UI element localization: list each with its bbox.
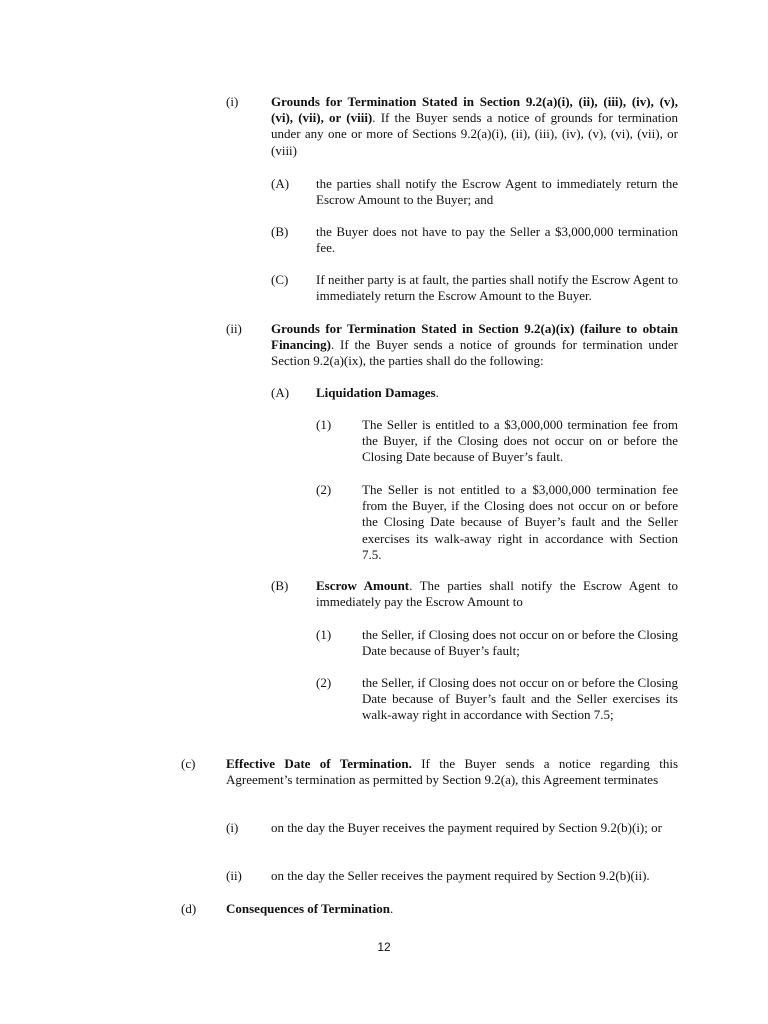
clause-number: (ii): [226, 868, 242, 883]
clause-text: If neither party is at fault, the parties shall notify the Escrow Agent to immediately return the Escrow Amount to the Buyer.: [316, 272, 678, 304]
clause-number: (B): [271, 578, 289, 593]
clause-text: The Seller is not entitled to a $3,000,000 termination fee from the Buyer, if the Closing does not occur on or before the Closing Date because of Buyer’s fault and the Seller exercises its walk-away right in accordance with Section 7.5.: [362, 482, 678, 562]
clause-text: . If the Buyer sends a notice of grounds for termination under any one or more of Sections 9.2(a)(i), (ii), (iii), (iv), (v), (vi), (vii), or (viii): [271, 110, 678, 158]
clause-body: [271, 94, 678, 159]
clause-heading: Consequences of Termination: [226, 901, 390, 916]
clause-number: (1): [316, 627, 332, 642]
clause-text: the Buyer does not have to pay the Seller a $3,000,000 termination fee.: [316, 224, 678, 256]
clause-number: (A): [271, 385, 290, 400]
clause-number: (c): [181, 756, 196, 771]
clause-number: (i): [226, 820, 239, 835]
clause-text: the Seller, if Closing does not occur on or before the Closing Date because of Buyer’s fault;: [362, 627, 678, 659]
clause-text: The Seller is entitled to a $3,000,000 termination fee from the Buyer, if the Closing does not occur on or before the Closing Date because of Buyer’s fault.: [362, 417, 678, 465]
clause-number: (B): [271, 224, 289, 239]
clause-text: the parties shall notify the Escrow Agent to immediately return the Escrow Amount to the Buyer; and: [316, 176, 678, 208]
clause-text: .: [435, 385, 439, 400]
clause-heading: Grounds for Termination Stated in Section 9.2(a)(ix) (failure to obtain Financing): [271, 321, 678, 353]
clause-text: on the day the Seller receives the payment required by Section 9.2(b)(ii).: [271, 868, 650, 883]
clause-body: [271, 321, 678, 370]
clause-heading: Effective Date of Termination.: [226, 756, 412, 771]
clause-heading: Escrow Amount: [316, 578, 410, 593]
clause-body: [316, 578, 678, 610]
page-number: 12: [377, 940, 391, 954]
clause-text: . If the Buyer sends a notice of grounds for termination under Section 9.2(a)(ix), the parties shall do the following:: [271, 337, 678, 369]
clause-number: (d): [181, 901, 197, 916]
clause-number: (A): [271, 176, 290, 191]
clause-text: .: [389, 901, 394, 916]
clause-text: . The parties shall notify the Escrow Agent to immediately pay the Escrow Amount to: [316, 578, 678, 610]
clause-number: (i): [226, 94, 239, 109]
clause-text: on the day the Buyer receives the payment required by Section 9.2(b)(i); or: [271, 820, 662, 835]
clause-number: (1): [316, 417, 332, 432]
clause-number: (ii): [226, 321, 242, 336]
clause-heading: Liquidation Damages: [316, 385, 436, 400]
clause-body: [226, 756, 678, 788]
clause-number: (C): [271, 272, 289, 287]
clause-text: If the Buyer sends a notice regarding this Agreement’s termination as permitted by Section 9.2(a), this Agreement terminates: [226, 756, 678, 788]
clause-body: [316, 385, 678, 401]
clause-number: (2): [316, 482, 332, 497]
clause-body: [226, 901, 678, 917]
clause-text: the Seller, if Closing does not occur on or before the Closing Date because of Buyer’s fault and the Seller exercises its walk-away right in accordance with Section 7.5;: [362, 675, 678, 723]
clause-heading: Grounds for Termination Stated in Section 9.2(a)(i), (ii), (iii), (iv), (v), (vi), (vii), or (viii): [271, 94, 678, 126]
clause-number: (2): [316, 675, 332, 690]
